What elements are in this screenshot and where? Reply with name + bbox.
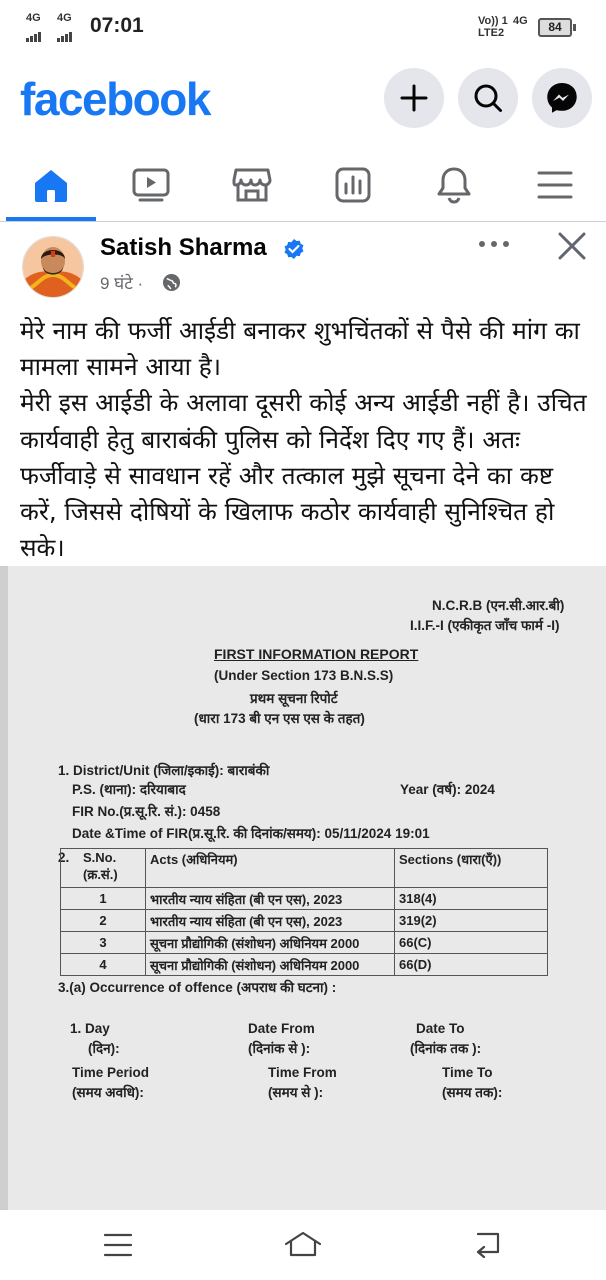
tab-notifications[interactable] — [406, 150, 502, 220]
doc-time-period: Time Period — [72, 1065, 150, 1080]
table-row — [61, 932, 548, 954]
nav-divider — [0, 221, 606, 222]
doc-subtitle-hi: (धारा 173 बी एन एस एस के तहत) — [194, 711, 365, 726]
table-header-row — [61, 849, 548, 888]
table-cell-sno: 3 — [61, 932, 146, 954]
doc-occurrence: 3.(a) Occurrence of offence (अपराध की घटना) : — [58, 980, 337, 995]
plus-icon — [399, 83, 429, 113]
table-row — [61, 888, 548, 910]
doc-day-hi: (दिन): — [88, 1041, 120, 1056]
doc-year: Year (वर्ष): 2024 — [400, 782, 495, 797]
battery-icon: 84 — [538, 18, 572, 37]
facebook-logo[interactable]: facebook — [20, 73, 210, 125]
table-header-sections: Sections (धारा(एँ)) — [395, 849, 548, 888]
clock: 07:01 — [90, 14, 144, 37]
table-cell-sno: 2 — [61, 910, 146, 932]
dashboard-icon — [332, 166, 374, 204]
table-cell-act: सूचना प्रौद्योगिकी (संशोधन) अधिनियम 2000 — [146, 954, 395, 976]
doc-date-time: Date &Time of FIR(प्र.सू.रि. की दिनांक/समय): 05/11/2024 19:01 — [72, 826, 430, 841]
doc-time-from-hi: (समय से ): — [268, 1085, 324, 1100]
table-header-acts: Acts (अधिनियम) — [146, 849, 395, 888]
system-navigation-bar — [0, 1210, 606, 1280]
doc-title: FIRST INFORMATION REPORT — [214, 646, 419, 662]
author-avatar[interactable] — [22, 236, 84, 298]
tab-marketplace[interactable] — [204, 150, 300, 220]
table-cell-act: भारतीय न्याय संहिता (बी एन एस), 2023 — [146, 888, 395, 910]
doc-time-from: Time From — [268, 1065, 337, 1080]
table-row — [61, 910, 548, 932]
marketplace-icon — [231, 166, 273, 204]
home-nav-icon[interactable] — [283, 1230, 323, 1258]
doc-time-period-hi: (समय अवधि): — [72, 1085, 144, 1100]
doc-ncrb: N.C.R.B (एन.सी.आर.बी) — [432, 598, 565, 613]
post-image-fir-document[interactable] — [0, 566, 606, 1210]
create-button[interactable] — [384, 68, 444, 128]
network-label-3: 4G — [513, 15, 528, 27]
search-button[interactable] — [458, 68, 518, 128]
post-body-text: मेरे नाम की फर्जी आईडी बनाकर शुभचिंतकों से पैसे की मांग का मामला सामने आया है। मेरी इस आईडी के अलावा दूसरी कोई अन्य आईडी नहीं है। उचित कार्यवाही हेतु बाराबंकी पुलिस को निर्देश दिए गए हैं। अतः फर्जीवाड़े से सावधान रहें और तत्काल मुझे सूचना देने का कष्ट करें, जिससे दोषियों के खिलाफ कठोर कार्यवाही सुनिश्चित हो सके। — [20, 316, 587, 563]
back-icon[interactable] — [472, 1230, 504, 1258]
hamburger-menu-icon — [535, 167, 575, 203]
lte-label: LTE2 — [478, 27, 505, 39]
volte-label: Vo)) 1 — [478, 15, 508, 27]
table-cell-section: 66(D) — [395, 954, 548, 976]
doc-date-from-hi: (दिनांक से ): — [248, 1041, 311, 1056]
tab-video[interactable] — [103, 150, 199, 220]
table-cell-section: 318(4) — [395, 888, 548, 910]
table-cell-section: 319(2) — [395, 910, 548, 932]
table-cell-act: भारतीय न्याय संहिता (बी एन एस), 2023 — [146, 910, 395, 932]
doc-date-to-hi: (दिनांक तक ): — [410, 1041, 482, 1056]
table-row — [61, 954, 548, 976]
doc-subtitle: (Under Section 173 B.N.S.S) — [214, 668, 394, 683]
doc-iif: I.I.F.-I (एकीकृत जाँच फार्म -I) — [410, 618, 560, 633]
post-timestamp: 9 घंटे · — [100, 274, 144, 293]
table-header-sno: S.No. (क्र.सं.) — [61, 849, 146, 888]
doc-time-to-hi: (समय तक): — [442, 1085, 503, 1100]
doc-time-to: Time To — [442, 1065, 493, 1080]
network-label-2: 4G — [57, 12, 72, 24]
status-bar — [0, 0, 606, 52]
author-name[interactable]: Satish Sharma — [100, 234, 267, 261]
tab-menu[interactable] — [507, 150, 603, 220]
bell-icon — [433, 166, 475, 204]
table-cell-sno: 1 — [61, 888, 146, 910]
avatar-photo — [23, 237, 83, 297]
signal-icon-1 — [26, 24, 42, 42]
doc-district: 1. District/Unit (जिला/इकाई): बाराबंकी — [58, 763, 270, 778]
scan-edge — [0, 566, 8, 1210]
doc-day: 1. Day — [70, 1021, 110, 1036]
doc-fir-number: FIR No.(प्र.सू.रि. सं.): 0458 — [72, 804, 221, 819]
search-icon — [472, 82, 504, 114]
messenger-button[interactable] — [532, 68, 592, 128]
doc-acts-table — [60, 848, 548, 976]
doc-table-number: 2. — [58, 850, 70, 865]
table-cell-section: 66(C) — [395, 932, 548, 954]
globe-icon — [162, 273, 181, 292]
verified-badge-icon — [283, 238, 305, 260]
doc-title-hi: प्रथम सूचना रिपोर्ट — [250, 691, 338, 706]
tab-dashboard[interactable] — [305, 150, 401, 220]
video-icon — [130, 167, 172, 203]
recent-apps-icon[interactable] — [103, 1232, 133, 1258]
home-icon — [30, 166, 72, 204]
doc-date-to: Date To — [416, 1021, 465, 1036]
doc-police-station: P.S. (थाना): दरियाबाद — [72, 782, 186, 797]
signal-icon-2 — [57, 24, 73, 42]
tab-home[interactable] — [3, 150, 99, 220]
table-cell-act: सूचना प्रौद्योगिकी (संशोधन) अधिनियम 2000 — [146, 932, 395, 954]
network-label-1: 4G — [26, 12, 41, 24]
close-icon[interactable] — [556, 230, 588, 262]
doc-date-from: Date From — [248, 1021, 315, 1036]
more-options-icon[interactable] — [476, 236, 512, 252]
table-cell-sno: 4 — [61, 954, 146, 976]
messenger-icon — [545, 81, 579, 115]
